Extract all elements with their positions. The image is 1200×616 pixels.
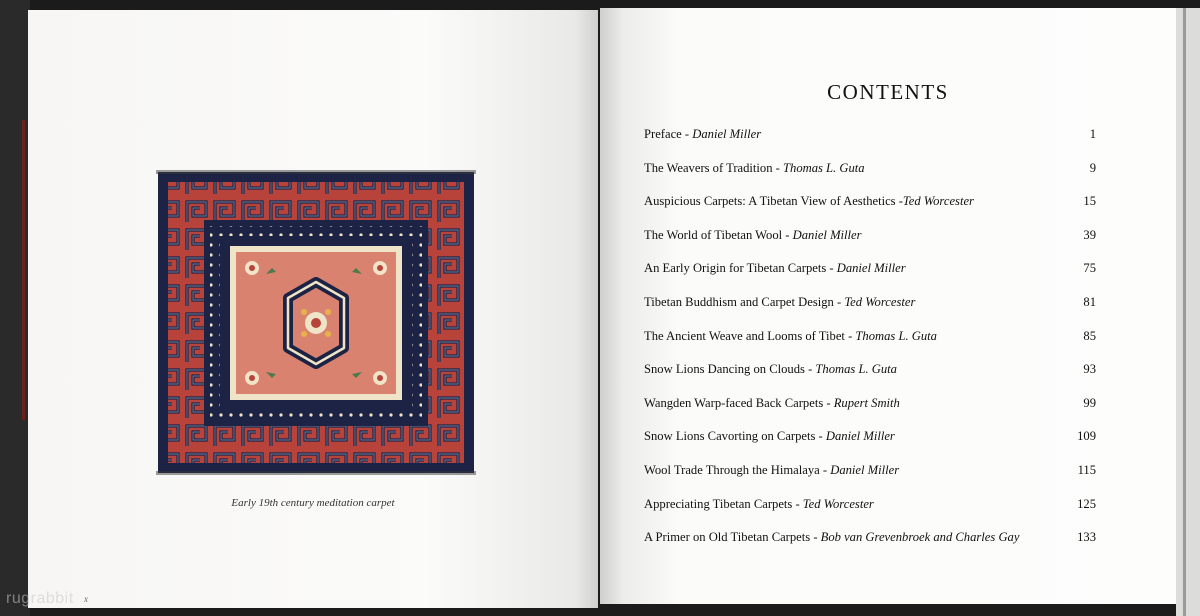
table-of-contents <box>644 120 1096 557</box>
cover-red-trim <box>22 120 25 420</box>
book-cover-edge <box>0 0 30 616</box>
toc-entry-page: 15 <box>1083 194 1096 209</box>
toc-entry-author: Daniel Miller <box>692 127 762 141</box>
toc-entry <box>644 322 1096 356</box>
left-page <box>28 10 598 608</box>
toc-entry-title: Tibetan Buddhism and Carpet Design - <box>644 294 845 309</box>
toc-entry-title: The Ancient Weave and Looms of Tibet - <box>644 328 856 343</box>
toc-entry-page: 9 <box>1089 160 1096 175</box>
toc-entry <box>644 422 1096 456</box>
toc-entry <box>644 288 1096 322</box>
toc-entry <box>644 221 1096 255</box>
toc-entry-page: 85 <box>1083 328 1096 343</box>
toc-entry-title: Snow Lions Cavorting on Carpets - <box>644 429 826 444</box>
toc-entry-page: 109 <box>1077 429 1096 444</box>
toc-entry-author: Ted Worcester <box>902 194 974 209</box>
toc-entry-page: 99 <box>1083 395 1096 410</box>
toc-entry-author: Thomas L. Guta <box>815 362 897 377</box>
toc-entry-page: 93 <box>1083 362 1096 377</box>
toc-entry-author: Daniel Miller <box>830 462 900 477</box>
toc-entry <box>644 120 1096 154</box>
image-caption: Early 19th century meditation carpet <box>231 497 395 509</box>
toc-entry <box>644 456 1096 490</box>
contents-heading: CONTENTS <box>827 80 949 104</box>
right-page <box>600 8 1176 604</box>
meditation-carpet-image <box>156 170 476 475</box>
toc-entry-page: 75 <box>1083 261 1096 276</box>
toc-entry-page: 1 <box>1089 127 1096 141</box>
page-stack-edge <box>1176 8 1200 616</box>
toc-entry <box>644 187 1096 221</box>
toc-entry-author: Daniel Miller <box>792 227 862 242</box>
toc-entry-title: Wool Trade Through the Himalaya - <box>644 462 831 477</box>
toc-entry <box>644 154 1096 188</box>
toc-entry-title: The World of Tibetan Wool - <box>644 227 793 242</box>
toc-entry-author: Thomas L. Guta <box>855 328 937 343</box>
toc-entry <box>644 523 1096 557</box>
toc-entry-title: Wangden Warp-faced Back Carpets - <box>644 395 834 410</box>
toc-entry-title: A Primer on Old Tibetan Carpets - <box>644 530 821 545</box>
watermark-logo: rugrabbit <box>6 590 74 607</box>
toc-entry <box>644 389 1096 423</box>
toc-entry-page: 115 <box>1077 462 1096 477</box>
toc-entry <box>644 355 1096 389</box>
toc-entry-author: Daniel Miller <box>836 261 906 276</box>
toc-entry-author: Ted Worcester <box>844 294 916 309</box>
toc-entry-title: Auspicious Carpets: A Tibetan View of Aesthetics - <box>644 194 903 209</box>
carpet-illustration <box>156 170 476 475</box>
toc-entry-title: An Early Origin for Tibetan Carpets - <box>644 261 837 276</box>
toc-entry-page: 125 <box>1077 496 1096 511</box>
toc-entry-author: Daniel Miller <box>825 429 895 444</box>
page-stack-line <box>1183 8 1186 616</box>
toc-entry-title: Appreciating Tibetan Carpets - <box>644 496 803 511</box>
toc-entry <box>644 254 1096 288</box>
toc-entry-page: 133 <box>1077 530 1096 545</box>
toc-entry-author: Ted Worcester <box>802 496 874 511</box>
page-mark: x <box>84 594 88 604</box>
toc-entry-author: Bob van Grevenbroek and Charles Gay <box>820 530 1020 545</box>
toc-entry-page: 81 <box>1083 294 1096 309</box>
toc-entry-title: Snow Lions Dancing on Clouds - <box>644 362 816 377</box>
toc-entry-title: Preface - <box>644 127 693 141</box>
toc-entry <box>644 490 1096 524</box>
toc-entry-page: 39 <box>1083 227 1096 242</box>
toc-entry-author: Thomas L. Guta <box>783 160 865 175</box>
toc-entry-title: The Weavers of Tradition - <box>644 160 784 175</box>
toc-entry-author: Rupert Smith <box>833 395 900 410</box>
